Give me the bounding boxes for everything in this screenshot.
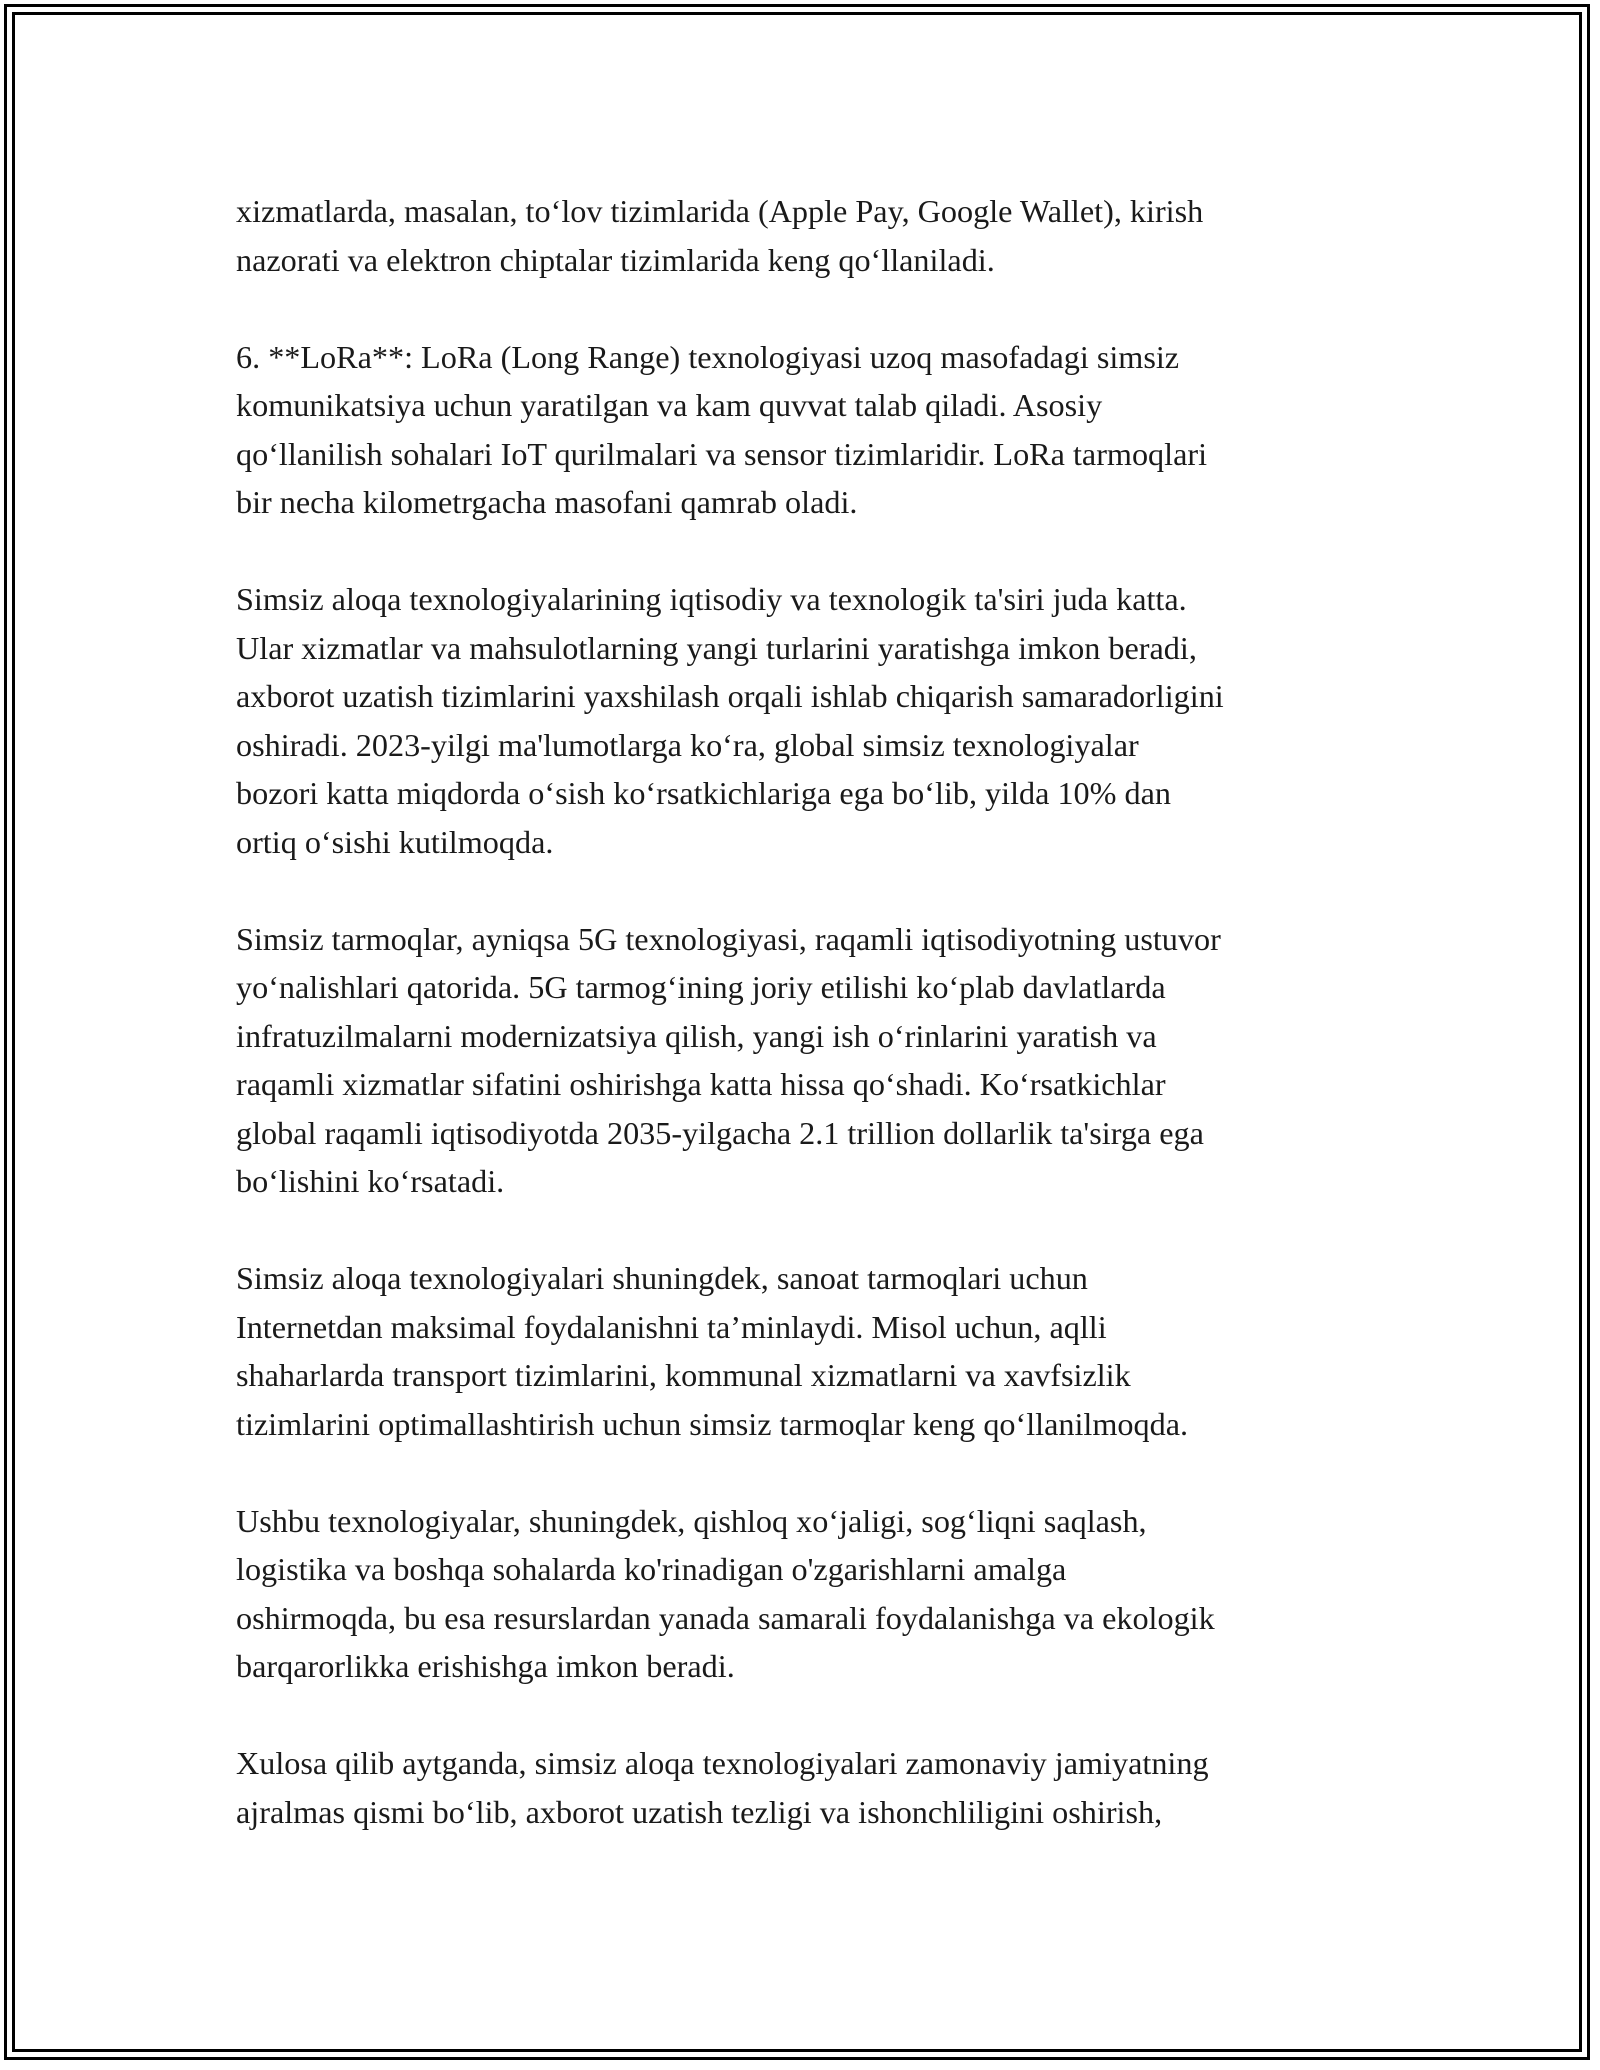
paragraph-sector-changes: Ushbu texnologiyalar, shuningdek, qishloq xo‘jaligi, sog‘liqni saqlash, logistika va boshqa sohalarda ko'rinadigan o'zgarishlarni amalga oshirmoqda, bu esa resurslardan yanada samarali foydalanishga va ekologik barqarorlikka erishishga imkon beradi. [236, 1502, 1215, 1684]
paragraph-industrial-use: Simsiz aloqa texnologiyalari shuningdek, sanoat tarmoqlari uchun Internetdan maksimal foydalanishni ta’minlaydi. Misol uchun, aqlli shaharlarda transport tizimlarini, kommunal xizmatlarni va xavfsizlik tizimlarini optimallashtirish uchun simsiz tarmoqlar keng qo‘llanilmoqda. [236, 1260, 1189, 1442]
paragraph-5g-networks: Simsiz tarmoqlar, ayniqsa 5G texnologiyasi, raqamli iqtisodiyotning ustuvor yo‘nalishlari qatorida. 5G tarmog‘ining joriy etilishi ko‘plab davlatlarda infratuzilmalarni modernizatsiya qilish, yangi ish o‘rinlarini yaratish va raqamli xizmatlar sifatini oshirishga katta hissa qo‘shadi. Ko‘rsatkichlar global raqamli iqtisodiyotda 2035-yilgacha 2.1 trillion dollarlik ta'sirga ega bo‘lishini ko‘rsatadi. [236, 920, 1221, 1199]
paragraph-conclusion: Xulosa qilib aytganda, simsiz aloqa texnologiyalari zamonaviy jamiyatning ajralmas qismi bo‘lib, axborot uzatish tezligi va ishonchliligini oshirish, [236, 1745, 1209, 1830]
paragraph-economic-impact: Simsiz aloqa texnologiyalarining iqtisodiy va texnologik ta'siri juda katta. Ular xizmatlar va mahsulotlarning yangi turlarini yaratishga imkon beradi, axborot uzatish tizimlarini yaxshilash orqali ishlab chiqarish samaradorligini oshiradi. 2023-yilgi ma'lumotlarga ko‘ra, global simsiz texnologiyalar bozori katta miqdorda o‘sish ko‘rsatkichlariga ega bo‘lib, yilda 10% dan ortiq o‘sishi kutilmoqda. [236, 581, 1224, 860]
paragraph-nfc-continuation: xizmatlarda, masalan, to‘lov tizimlarida (Apple Pay, Google Wallet), kirish nazorati va elektron chiptalar tizimlarida keng qo‘llaniladi. [236, 193, 1204, 278]
document-body [236, 187, 1386, 1836]
paragraph-lora: 6. **LoRa**: LoRa (Long Range) texnologiyasi uzoq masofadagi simsiz komunikatsiya uchun yaratilgan va kam quvvat talab qiladi. Asosiy qo‘llanilish sohalari IoT qurilmalari va sensor tizimlaridir. LoRa tarmoqlari bir necha kilometrgacha masofani qamrab oladi. [236, 338, 1208, 520]
